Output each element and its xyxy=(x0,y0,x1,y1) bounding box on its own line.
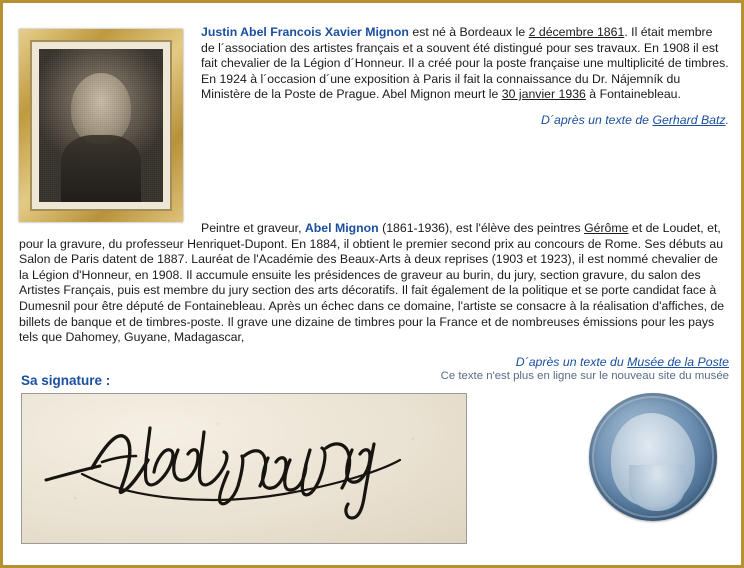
document-inner-border xyxy=(3,3,741,565)
credit1-author: Gerhard Batz xyxy=(652,112,726,127)
biography-paragraph-1-block xyxy=(201,25,729,127)
para2-text-3: et de Loudet, et, pour la gravure, du professeur Henriquet-Dupont. En 1884, il obtient le premier second prix au concours de Rome. Ses débuts au Salon de Paris datent de 1887. Lauréat de l'Académie des Beaux-Arts à deux reprises (1903 et 1923), il est nommé chevalier de la Légion d'Honneur, en 1908. Il accumule ensuite les présidences de graveur au burin, du jury, section gravure, du salon des Artistes Français, puis est membre du jury section des arts décoratifs. Il fait également de la politique et se porte candidat face à Dumesnil pour être député de Fontainebleau. Après un échec dans ce domaine, l'artiste se consacre à la réalisation d'affiches, de billets de banque et de timbres-poste. Il grave une dizaine de timbres pour la France et de nombreuses émissions pour les pays tels que Dahomey, Guyane, Madagascar, xyxy=(19,221,725,345)
para1-text-5: à Fontainebleau. xyxy=(585,87,681,102)
museum-note: Ce texte n'est plus en ligne sur le nouveau site du musée xyxy=(440,369,729,382)
para1-text-4: Abel Mignon meurt le xyxy=(382,87,502,102)
para2-text-1: Peintre et graveur, xyxy=(201,221,305,235)
teacher-name-gerome: Gérôme xyxy=(584,221,629,235)
signature-image xyxy=(21,393,467,544)
photo-grain-overlay xyxy=(39,49,163,202)
credit-line-1 xyxy=(201,113,729,127)
subject-name-2: Abel Mignon xyxy=(304,221,379,235)
para1-text-2: . xyxy=(624,25,628,39)
signature-ink-strokes xyxy=(22,394,466,543)
biography-paragraph-2 xyxy=(19,221,729,346)
medal-portrait-icon xyxy=(589,393,717,521)
para1-text-3: Il était membre de l´association des artistes français et a souvent été distingué pour ses travaux. En 1908 il est fait chevalier de la Légion d´Honneur. Il a créé pour la poste française une multiplicité de timbres. En 1924 à l´occasion d´une exposition à Paris il fait la connaissance du Dr. Nájemník du Ministère de la Poste de Prague. xyxy=(201,25,729,102)
death-date: 30 janvier 1936 xyxy=(501,87,586,102)
credit2-source[interactable]: Musée de la Poste xyxy=(627,354,729,369)
credit1-prefix: D´après un texte de xyxy=(541,112,653,127)
para2-text-2: (1861-1936), est l'élève des peintres xyxy=(378,221,585,235)
credit-line-2 xyxy=(19,355,729,369)
biography-paragraph-2-block xyxy=(19,221,729,382)
para1-text-1: est né à Bordeaux le xyxy=(408,25,529,39)
portrait-frame xyxy=(19,29,183,222)
portrait-mat xyxy=(30,40,172,211)
portrait-photo-icon xyxy=(39,49,163,202)
biography-paragraph-1 xyxy=(201,25,729,103)
credit2-prefix: D´après un texte du xyxy=(515,354,628,369)
medal-rim xyxy=(592,396,714,518)
credit1-suffix: . xyxy=(725,112,729,127)
birth-date: 2 décembre 1861 xyxy=(528,25,625,39)
subject-name-1: Justin Abel Francois Xavier Mignon xyxy=(201,25,409,39)
signature-label: Sa signature : xyxy=(21,373,111,388)
